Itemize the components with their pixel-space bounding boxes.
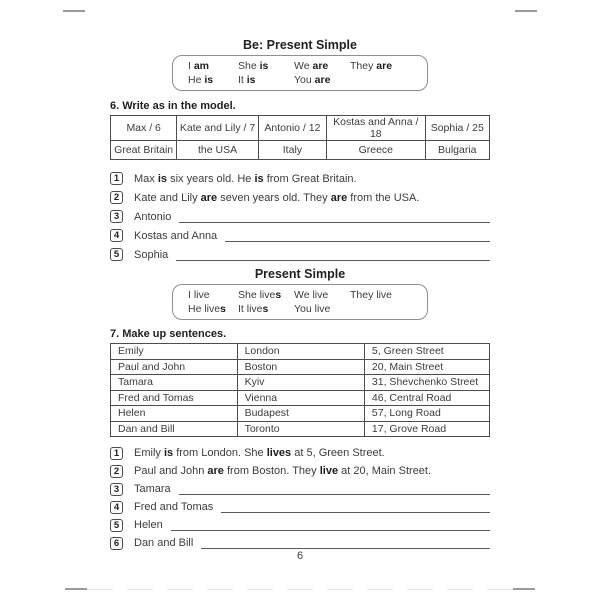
- table-row: [111, 116, 490, 141]
- table-cell: Budapest: [237, 406, 364, 422]
- table-row: [111, 359, 490, 375]
- table-cell: Bulgaria: [425, 141, 489, 160]
- page-number: 6: [296, 550, 304, 562]
- table-row: [111, 421, 490, 437]
- item-number-badge: 5: [110, 248, 123, 261]
- conjugation-cell: We are: [294, 60, 329, 72]
- table-cell: Paul and John: [111, 359, 238, 375]
- conjugation-cell: We live: [294, 289, 329, 301]
- table-cell: Sophia / 25: [425, 116, 489, 141]
- exercise-item: [110, 226, 490, 245]
- item-number-badge: 4: [110, 501, 123, 514]
- exercise-6-heading: 6. Write as in the model.: [110, 100, 236, 112]
- conjugation-cell: They are: [350, 60, 393, 72]
- item-text: Max is six years old. He is from Great Britain.: [134, 172, 357, 185]
- item-number-badge: 3: [110, 210, 123, 223]
- table-cell: Italy: [258, 141, 326, 160]
- conjugation-cell: I am: [188, 60, 210, 72]
- item-number-badge: 6: [110, 537, 123, 550]
- exercise-item: [110, 207, 490, 226]
- answer-blank-line: [171, 519, 490, 531]
- exercise-item: [110, 188, 490, 207]
- item-number-badge: 3: [110, 483, 123, 496]
- table-cell: Kate and Lily / 7: [177, 116, 258, 141]
- crop-mark-top-right: [515, 10, 537, 12]
- table-row: [111, 141, 490, 160]
- exercise-item: [110, 169, 490, 188]
- table-cell: the USA: [177, 141, 258, 160]
- answer-blank-line: [225, 230, 490, 242]
- item-text: Kostas and Anna: [134, 229, 221, 242]
- answer-blank-line: [221, 501, 490, 513]
- conjugation-cell: He is: [188, 74, 214, 86]
- item-text: Dan and Bill: [134, 537, 197, 549]
- exercise-item: [110, 480, 490, 498]
- conjugation-cell: She lives: [238, 289, 282, 301]
- table-cell: Helen: [111, 406, 238, 422]
- table-cell: Vienna: [237, 390, 364, 406]
- table-row: [111, 406, 490, 422]
- conjugation-cell: It lives: [238, 303, 269, 315]
- table-cell: Toronto: [237, 421, 364, 437]
- table-cell: Fred and Tomas: [111, 390, 238, 406]
- table-row: [111, 390, 490, 406]
- conjugation-cell: They live: [350, 289, 393, 301]
- conjugation-cell: It is: [238, 74, 256, 86]
- table-cell: Dan and Bill: [111, 421, 238, 437]
- table-cell: 20, Main Street: [364, 359, 489, 375]
- table-cell: 31, Shevchenko Street: [364, 375, 489, 391]
- item-text: Sophia: [134, 248, 172, 261]
- exercise-item: [110, 245, 490, 264]
- table-cell: Emily: [111, 344, 238, 360]
- conjugation-cell: You are: [294, 74, 331, 86]
- item-number-badge: 2: [110, 191, 123, 204]
- conjugation-cell: She is: [238, 60, 269, 72]
- answer-blank-line: [201, 537, 490, 549]
- item-text: Fred and Tomas: [134, 501, 217, 513]
- table-row: [111, 344, 490, 360]
- be-present-simple-title: Be: Present Simple: [243, 38, 357, 52]
- item-number-badge: 1: [110, 172, 123, 185]
- table-row: [111, 375, 490, 391]
- item-text: Paul and John are from Boston. They live at 20, Main Street.: [134, 465, 432, 477]
- table-cell: Kyiv: [237, 375, 364, 391]
- item-text: Kate and Lily are seven years old. They are from the USA.: [134, 191, 420, 204]
- item-number-badge: 2: [110, 465, 123, 478]
- item-text: Helen: [134, 519, 166, 531]
- present-simple-title: Present Simple: [254, 267, 346, 281]
- answer-blank-line: [179, 211, 490, 223]
- answer-blank-line: [176, 249, 490, 261]
- conjugation-cell: You live: [294, 303, 331, 315]
- table-cell: London: [237, 344, 364, 360]
- table-cell: Boston: [237, 359, 364, 375]
- conjugation-cell: [350, 73, 427, 87]
- table-cell: Max / 6: [111, 116, 177, 141]
- table-cell: 46, Central Road: [364, 390, 489, 406]
- item-text: Antonio: [134, 210, 175, 223]
- exercise-item: [110, 516, 490, 534]
- exercise-6-items: [110, 169, 490, 264]
- table-cell: 17, Grove Road: [364, 421, 489, 437]
- crop-mark-top-left: [63, 10, 85, 12]
- table-cell: Great Britain: [111, 141, 177, 160]
- exercise-6-table: [110, 115, 490, 160]
- table-cell: 57, Long Road: [364, 406, 489, 422]
- table-cell: Antonio / 12: [258, 116, 326, 141]
- crop-mark-bottom-left: [65, 588, 87, 590]
- exercise-item: [110, 462, 490, 480]
- exercise-7-heading: 7. Make up sentences.: [110, 328, 227, 340]
- item-number-badge: 4: [110, 229, 123, 242]
- exercise-7-items: [110, 444, 490, 552]
- conjugation-cell: He lives: [188, 303, 226, 315]
- item-number-badge: 1: [110, 447, 123, 460]
- conjugation-cell: I live: [188, 289, 210, 301]
- be-conjugation-box: [172, 55, 428, 91]
- table-cell: Greece: [327, 141, 426, 160]
- answer-blank-line: [179, 483, 490, 495]
- table-cell: 5, Green Street: [364, 344, 489, 360]
- exercise-item: [110, 498, 490, 516]
- exercise-item: [110, 444, 490, 462]
- item-number-badge: 5: [110, 519, 123, 532]
- item-text: Tamara: [134, 483, 174, 495]
- crop-mark-bottom-right: [513, 588, 535, 590]
- conjugation-cell: [350, 302, 427, 316]
- item-text: Emily is from London. She lives at 5, Green Street.: [134, 447, 385, 459]
- exercise-7-table: [110, 343, 490, 437]
- page-bottom-edge-shadow: [87, 589, 513, 590]
- present-conjugation-box: [172, 284, 428, 320]
- table-cell: Kostas and Anna / 18: [327, 116, 426, 141]
- worksheet-page: [110, 38, 490, 552]
- table-cell: Tamara: [111, 375, 238, 391]
